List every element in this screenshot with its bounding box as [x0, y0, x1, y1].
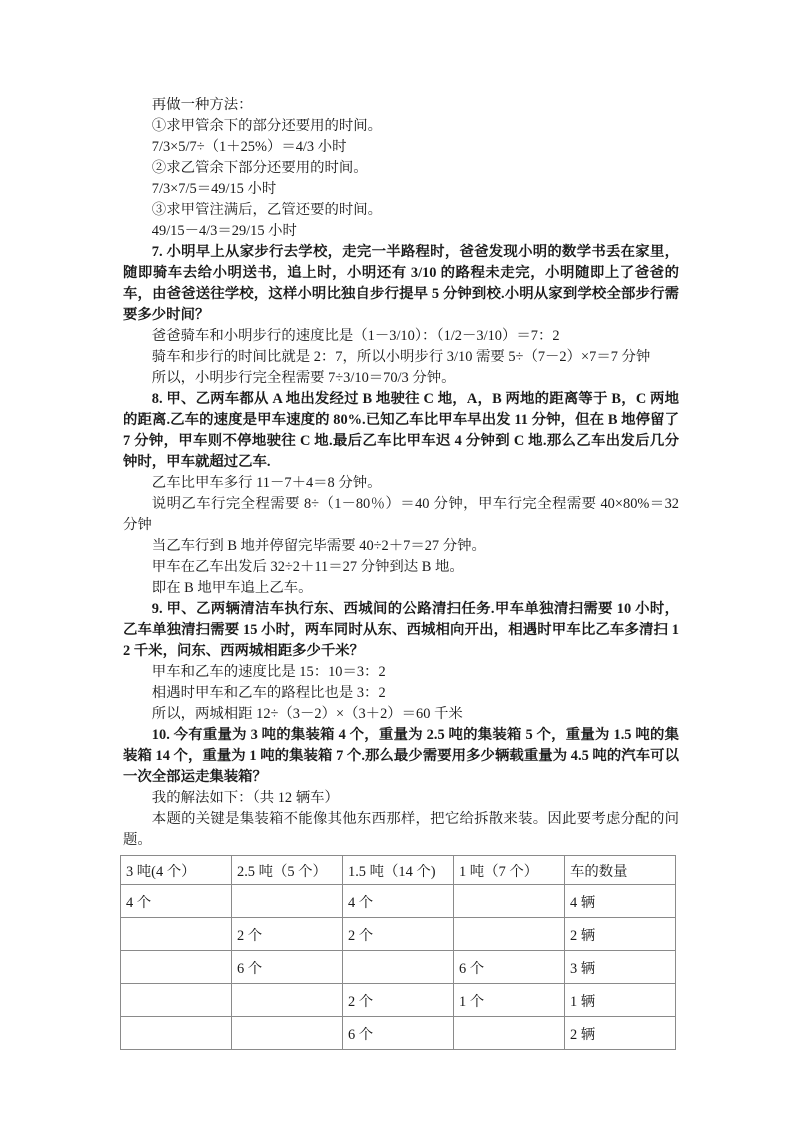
problem-statement: 7. 小明早上从家步行去学校，走完一半路程时，爸爸发现小明的数学书丢在家里，随即骑车去给小明送书，追上时，小明还有 3/10 的路程未走完，小明随即上了爸爸的车，由爸爸送往学校，这样小明比独自步行提早 5 分钟到校.小明从家到学校全部步行需要多少时间？: [123, 244, 679, 323]
table-cell: [454, 918, 565, 951]
table-header-row: [121, 856, 676, 885]
solution-line: 再做一种方法：: [151, 97, 253, 113]
table-head: [121, 856, 676, 885]
table-cell: 2 个: [232, 918, 343, 951]
problem-statement: 8. 甲、乙两车都从 A 地出发经过 B 地驶往 C 地，A，B 两地的距离等于 B，C 两地的距离.乙车的速度是甲车速度的 80%.已知乙车比甲车早出发 11 分钟，但在 B 地停留了 7 分钟，甲车则不停地驶往 C 地.最后乙车比甲车迟 4 分钟到 C 地.那么乙车出发后几分钟时，甲车就超过乙车.: [123, 391, 679, 470]
table-row: [121, 1017, 676, 1050]
table-cell: [232, 984, 343, 1017]
solution-line: 乙车比甲车多行 11－7＋4＝8 分钟。: [151, 475, 382, 491]
table-cell: 4 个: [343, 885, 454, 918]
table-cell: 2 个: [343, 918, 454, 951]
table-cell: 4 辆: [565, 885, 676, 918]
table-header-cell: 3 吨(4 个）: [121, 856, 232, 885]
table-cell: [121, 951, 232, 984]
solution-line: 所以，小明步行完全程需要 7÷3/10＝70/3 分钟。: [151, 370, 456, 386]
table-cell: [454, 885, 565, 918]
solution-line: 说明乙车行完全程需要 8÷（1－80％）＝40 分钟，甲车行完全程需要 40×80%＝32 分钟: [123, 496, 679, 533]
solution-line: 7/3×5/7÷（1＋25%）＝4/3 小时: [151, 139, 347, 155]
problem-statement: 9. 甲、乙两辆清洁车执行东、西城间的公路清扫任务.甲车单独清扫需要 10 小时，乙车单独清扫需要 15 小时，两车同时从东、西城相向开出，相遇时甲车比乙车多清扫 12 千米，问东、西两城相距多少千米？: [123, 601, 679, 659]
table-cell: 6 个: [454, 951, 565, 984]
solution-line: 当乙车行到 B 地并停留完毕需要 40÷2＋7＝27 分钟。: [151, 538, 486, 554]
table-cell: [121, 1017, 232, 1050]
solution-line: ③求甲管注满后，乙管还要的时间。: [151, 202, 383, 218]
table-cell: 4 个: [121, 885, 232, 918]
problem-statement: 10. 今有重量为 3 吨的集装箱 4 个，重量为 2.5 吨的集装箱 5 个，重量为 1.5 吨的集装箱 14 个，重量为 1 吨的集装箱 7 个.那么最少需要用多少辆载重量为 4.5 吨的汽车可以一次全部运走集装箱？: [123, 727, 679, 785]
table-cell: [121, 984, 232, 1017]
table-cell: [343, 951, 454, 984]
container-allocation-table: [120, 855, 676, 1050]
solution-line: 7/3×7/5＝49/15 小时: [151, 181, 277, 197]
solution-line: 甲车在乙车出发后 32÷2＋11＝27 分钟到达 B 地。: [151, 559, 464, 575]
table-cell: 2 辆: [565, 918, 676, 951]
table-cell: 6 个: [343, 1017, 454, 1050]
solution-line: 本题的关键是集装箱不能像其他东西那样，把它给拆散来装。因此要考虑分配的问题。: [123, 811, 679, 848]
table-cell: 3 辆: [565, 951, 676, 984]
table-body: [121, 885, 676, 1050]
solution-line: 相遇时甲车和乙车的路程比也是 3：2: [151, 685, 386, 701]
solution-line: 甲车和乙车的速度比是 15：10＝3：2: [151, 664, 386, 680]
table-row: [121, 984, 676, 1017]
solution-line: 骑车和步行的时间比就是 2：7，所以小明步行 3/10 需要 5÷（7－2）×7＝7 分钟: [151, 349, 651, 365]
table-cell: [121, 918, 232, 951]
table-header-cell: 1.5 吨（14 个): [343, 856, 454, 885]
document-page: [123, 95, 679, 1050]
table-row: [121, 918, 676, 951]
table-row: [121, 885, 676, 918]
table-cell: 1 辆: [565, 984, 676, 1017]
document-body: [123, 95, 679, 851]
table-row: [121, 951, 676, 984]
table-header-cell: 车的数量: [565, 856, 676, 885]
table-cell: [454, 1017, 565, 1050]
table-cell: 1 个: [454, 984, 565, 1017]
table-cell: 2 辆: [565, 1017, 676, 1050]
solution-line: ①求甲管余下的部分还要用的时间。: [151, 118, 383, 134]
table-cell: 6 个: [232, 951, 343, 984]
solution-line: 所以，两城相距 12÷（3－2）×（3＋2）＝60 千米: [151, 706, 463, 722]
solution-line: 爸爸骑车和小明步行的速度比是（1－3/10）：（1/2－3/10）＝7：2: [151, 328, 560, 344]
table-cell: [232, 1017, 343, 1050]
table-cell: 2 个: [343, 984, 454, 1017]
solution-line: ②求乙管余下部分还要用的时间。: [151, 160, 368, 176]
solution-line: 即在 B 地甲车追上乙车。: [151, 580, 313, 596]
solution-line: 49/15－4/3＝29/15 小时: [151, 223, 297, 239]
table-header-cell: 1 吨（7 个）: [454, 856, 565, 885]
table-header-cell: 2.5 吨（5 个）: [232, 856, 343, 885]
solution-line: 我的解法如下：（共 12 辆车）: [151, 790, 339, 806]
table-cell: [232, 885, 343, 918]
